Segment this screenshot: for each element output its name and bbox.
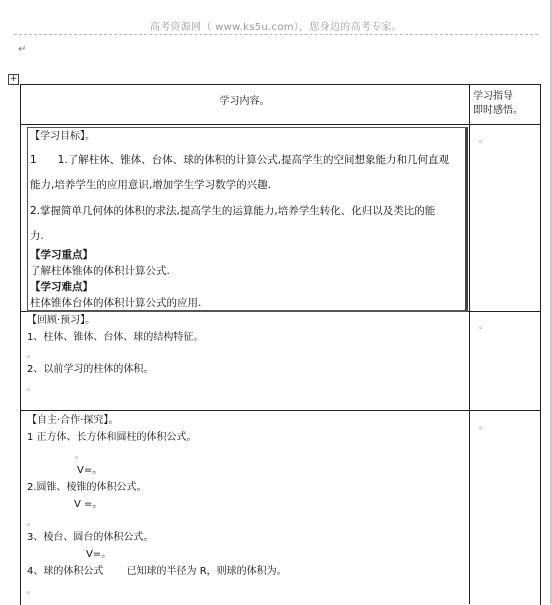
page-header: 高考资源网（ www.ks5u.com），您身边的高考专家。	[149, 22, 403, 33]
goal-2-line-1: 2.掌握简单几何体的体积的求法,提高学生的运算能力,培养学生转化、化归以及类比的能	[30, 205, 436, 217]
goal-1-line-2: 能力,培养学生的应用意识,增加学生学习数学的兴趣.	[30, 179, 272, 191]
formula-2: V =。	[74, 499, 103, 510]
guide-cell-mark-1: 。	[479, 135, 489, 145]
column-header-guide-line1: 学习指导	[473, 91, 513, 102]
explore-question-1: 1 正方体、长方体和圆柱的体积公式。	[27, 432, 197, 443]
review-question-2: 2、以前学习的柱体的体积。	[27, 364, 154, 375]
blank-line-mark: 。	[27, 518, 37, 528]
explore-heading: 【自主·合作·探究】。	[27, 415, 119, 426]
explore-question-3: 3、棱台、圆台的体积公式。	[27, 532, 154, 543]
key-point-text: 了解柱体锥体的体积计算公式.	[30, 265, 170, 277]
column-header-guide-line2: 即时感悟。	[473, 105, 523, 116]
review-question-1: 1、柱体、锥体、台体、球的结构特征。	[27, 332, 204, 343]
difficulty-heading: 【学习难点】	[30, 281, 93, 293]
explore-question-2: 2.圆锥、棱锥的体积公式。	[27, 482, 147, 493]
key-point-heading: 【学习重点】	[30, 249, 93, 261]
paragraph-mark: ↵	[18, 44, 27, 55]
goal-1-line-1: 1 1.了解柱体、锥体、台体、球的体积的计算公式,提高学生的空间想象能力和几何直观	[30, 154, 450, 166]
formula-3: V=。	[86, 549, 112, 560]
row-divider-review	[20, 410, 540, 411]
blank-line-mark: 。	[27, 383, 37, 393]
cell-end-mark: 。	[464, 303, 474, 313]
blank-line-mark: 。	[27, 350, 37, 360]
formula-1: V=。	[77, 465, 103, 476]
difficulty-text: 柱体锥体台体的体积计算公式的应用.	[30, 297, 202, 309]
guide-cell-mark-2: 。	[479, 321, 489, 331]
explore-question-4: 4、球的体积公式 已知球的半径为 R，则球的体积为。	[27, 566, 287, 577]
review-heading: 【回顾·预习】。	[27, 315, 96, 326]
blank-line-mark: 。	[75, 451, 85, 461]
header-rule	[14, 34, 538, 35]
goals-heading: 【学习目标】。	[30, 131, 95, 142]
goal-2-line-2: 力.	[30, 230, 44, 242]
guide-cell-mark-3: 。	[479, 421, 489, 431]
blank-line-mark: 。	[27, 586, 37, 596]
column-divider	[469, 84, 470, 604]
table-move-handle-icon[interactable]: +	[9, 74, 18, 84]
column-header-content: 学习内容。	[219, 96, 270, 107]
row-divider-header	[20, 124, 540, 125]
